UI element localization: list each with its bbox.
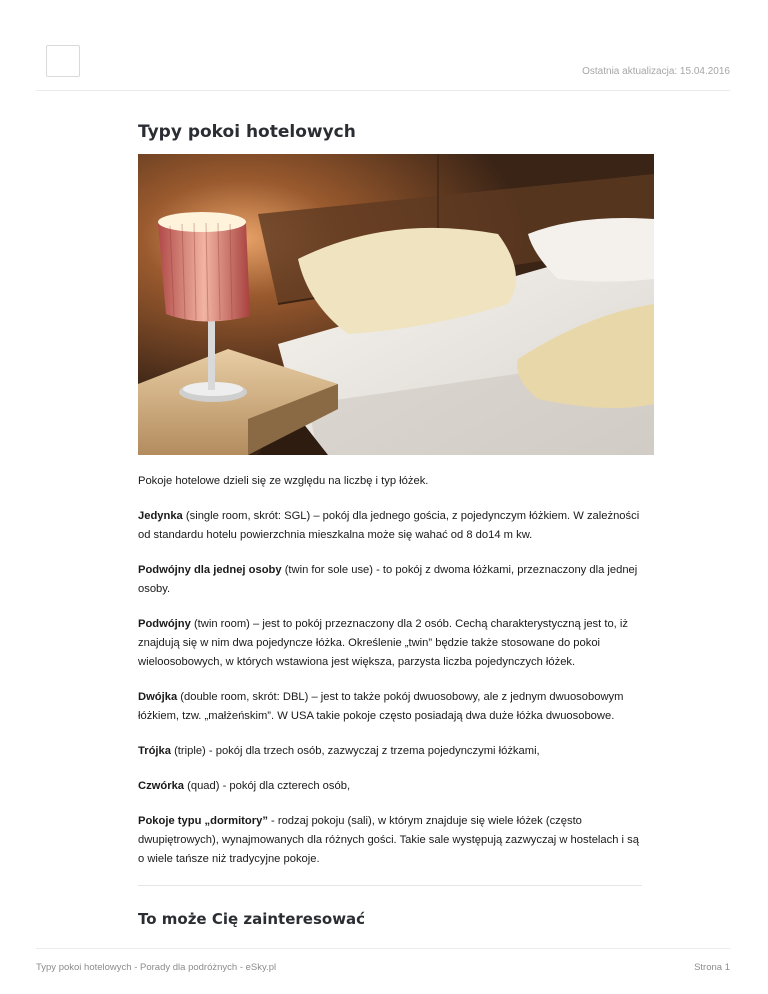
content-divider — [138, 885, 642, 886]
room-type-double — [138, 688, 648, 726]
description: - rodzaj pokoju (sali), w którym znajduje się wiele łóżek (często dwupiętrowych), wynajmowanych dla różnych gości. Takie sale występują zazwyczaj w hostelach i są o wiele tańsze niż tradycyjne pokoje. — [138, 815, 639, 865]
term: Podwójny dla jednej osoby — [138, 564, 282, 576]
description: (twin room) – jest to pokój przeznaczony dla 2 osób. Cechą charakterystyczną jest to, iż znajdują się w nim dwa pojedyncze łóżka. Określenie „twin” będzie także stosowane do pokoi wieloosobowych, w których wstawiona jest większa, parzysta liczba pojedynczych łóżek. — [138, 618, 628, 668]
room-type-dormitory — [138, 812, 648, 869]
article-body — [138, 472, 648, 885]
intro-paragraph: Pokoje hotelowe dzieli się ze względu na liczbę i typ łóżek. — [138, 475, 429, 487]
term: Czwórka — [138, 780, 185, 792]
term: Pokoje typu „dormitory” — [138, 815, 268, 827]
term: Jedynka — [138, 510, 183, 522]
term: Podwójny — [138, 618, 191, 630]
logo-placeholder — [46, 45, 80, 77]
term: Dwójka — [138, 691, 178, 703]
related-heading: To może Cię zainteresować — [138, 910, 366, 928]
hotel-room-photo — [138, 154, 654, 455]
footer-document-title: Typy pokoi hotelowych - Porady dla podróżnych - eSky.pl — [36, 962, 277, 973]
description: (single room, skrót: SGL) – pokój dla jednego gościa, z pojedynczym łóżkiem. W zależności od standardu hotelu powierzchnia mieszkalna może się wahać od 8 do14 m kw. — [138, 510, 640, 541]
description: (triple) - pokój dla trzech osób, zazwyczaj z trzema pojedynczymi łóżkami, — [170, 745, 540, 757]
room-type-triple — [138, 742, 648, 761]
description: (twin for sole use) - to pokój z dwoma łóżkami, przeznaczony dla jednej osoby. — [138, 564, 638, 595]
term: Trójka — [138, 745, 171, 757]
page-title: Typy pokoi hotelowych — [138, 122, 356, 142]
room-type-quad — [138, 777, 648, 796]
room-type-single — [138, 507, 648, 545]
last-updated: Ostatnia aktualizacja: 15.04.2016 — [582, 66, 730, 77]
header-divider — [36, 90, 730, 91]
room-type-twin-sole-use — [138, 561, 648, 599]
page-number: Strona 1 — [694, 962, 730, 973]
footer-divider — [36, 948, 730, 949]
description: (double room, skrót: DBL) – jest to także pokój dwuosobowy, ale z jednym dwuosobowym łóżkiem, tzw. „małżeńskim”. W USA takie pokoje często posiadają dwa duże łóżka dwuosobowe. — [138, 691, 624, 722]
description: (quad) - pokój dla czterech osób, — [184, 780, 351, 792]
room-type-twin — [138, 615, 648, 672]
